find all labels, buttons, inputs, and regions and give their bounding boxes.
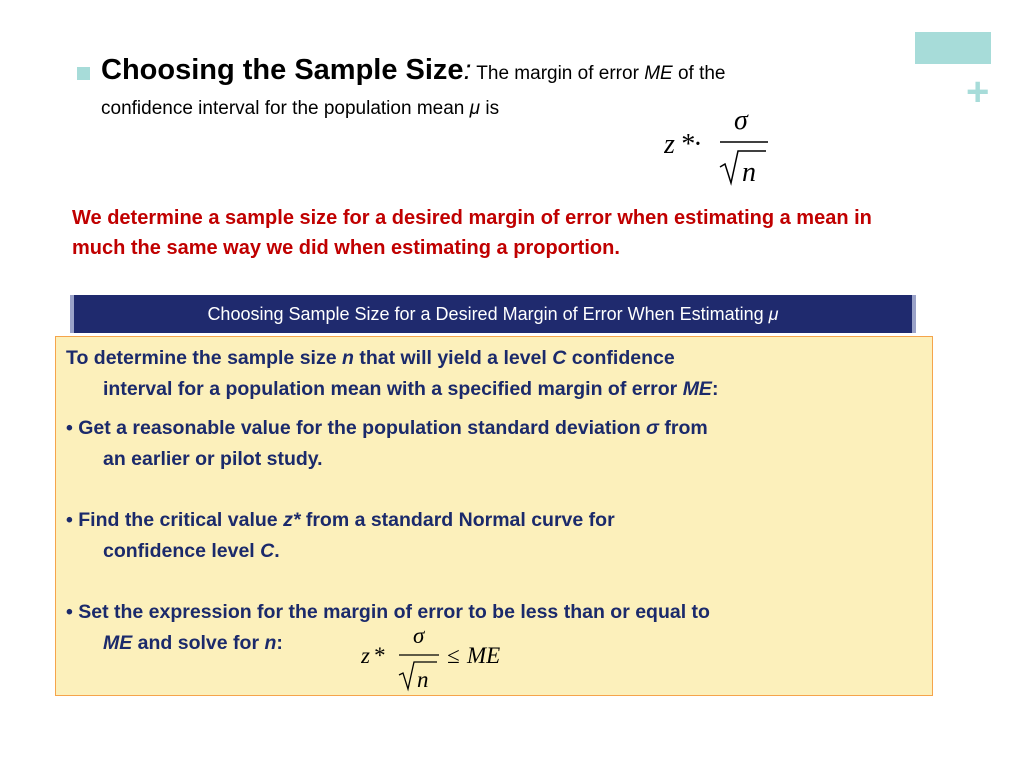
inequality-formula: [361, 627, 521, 701]
box-b2-line2-end: .: [274, 540, 280, 562]
box-b3-colon: :: [276, 632, 283, 654]
box-b2-z: z*: [283, 509, 301, 531]
box-p1-text: To determine the sample size: [66, 347, 342, 369]
box-bullet-1: [66, 413, 928, 475]
box-b3-text: • Set the expression for the margin of error to be less than or equal to: [66, 601, 710, 623]
box-b3-n: n: [264, 632, 277, 654]
formula2-me: ME: [467, 643, 501, 668]
formula1-star: *·: [680, 129, 701, 160]
formula1-z: z: [664, 129, 675, 160]
box-p1-c: C: [552, 347, 567, 369]
box-b3-me: ME: [103, 632, 133, 654]
section-banner: [70, 295, 916, 333]
heading-me: ME: [644, 63, 673, 84]
banner-text: Choosing Sample Size for a Desired Margin of Error When Estimating: [207, 304, 769, 324]
box-b1-line2: an earlier or pilot study.: [103, 448, 323, 470]
formula2-star: *: [373, 643, 385, 668]
heading-title: Choosing the Sample Size: [101, 54, 464, 86]
heading-colon: :: [463, 54, 472, 85]
formula1-sigma: σ: [734, 105, 748, 136]
heading-intro-end: of the: [672, 63, 726, 84]
box-b1-text: • Get a reasonable value for the population standard deviation: [66, 417, 647, 439]
box-paragraph-1: [66, 343, 928, 405]
box-p1-text-d: confidence: [566, 347, 675, 369]
procedure-box: [55, 336, 933, 696]
heading-line2-end: is: [480, 98, 500, 119]
formula2-leq: ≤: [447, 643, 460, 668]
red-paragraph: We determine a sample size for a desired margin of error when estimating a mean in much the same way we did when estimating a proportion.: [72, 207, 872, 259]
box-b1-text-b: from: [658, 417, 708, 439]
box-p1-text-b: that will yield a level: [353, 347, 553, 369]
plus-icon: +: [966, 70, 990, 114]
banner-mu: μ: [768, 304, 779, 324]
box-b2-line2-text: confidence level: [103, 540, 261, 562]
formula2-z: z: [361, 643, 370, 668]
decorative-rectangle: [915, 32, 991, 64]
formula1-n: n: [742, 157, 756, 188]
box-p1-line2-text: interval for a population mean with a specified margin of error: [103, 378, 683, 400]
margin-of-error-formula: [664, 105, 774, 197]
slide-heading: [101, 55, 901, 89]
box-bullet-2: [66, 505, 928, 567]
heading-intro: The margin of error: [476, 63, 645, 84]
formula2-n: n: [417, 667, 429, 692]
formula2-sigma: σ: [413, 627, 425, 648]
heading-line-2: [101, 94, 499, 124]
heading-mu: μ: [469, 98, 481, 119]
square-bullet-icon: [77, 67, 90, 80]
box-b2-text-b: from a standard Normal curve for: [300, 509, 615, 531]
box-p1-line2: [66, 374, 928, 405]
box-p1-n: n: [341, 347, 354, 369]
box-b3-text-b: and solve for: [132, 632, 265, 654]
box-p1-line2-end: :: [711, 378, 719, 400]
box-b2-text: • Find the critical value: [66, 509, 284, 531]
box-p1-me: ME: [682, 378, 712, 400]
box-b2-c: C: [260, 540, 275, 562]
heading-line2-text: confidence interval for the population mean: [101, 98, 470, 119]
box-b1-sigma: σ: [646, 417, 659, 439]
box-b2-line2: [66, 536, 928, 567]
